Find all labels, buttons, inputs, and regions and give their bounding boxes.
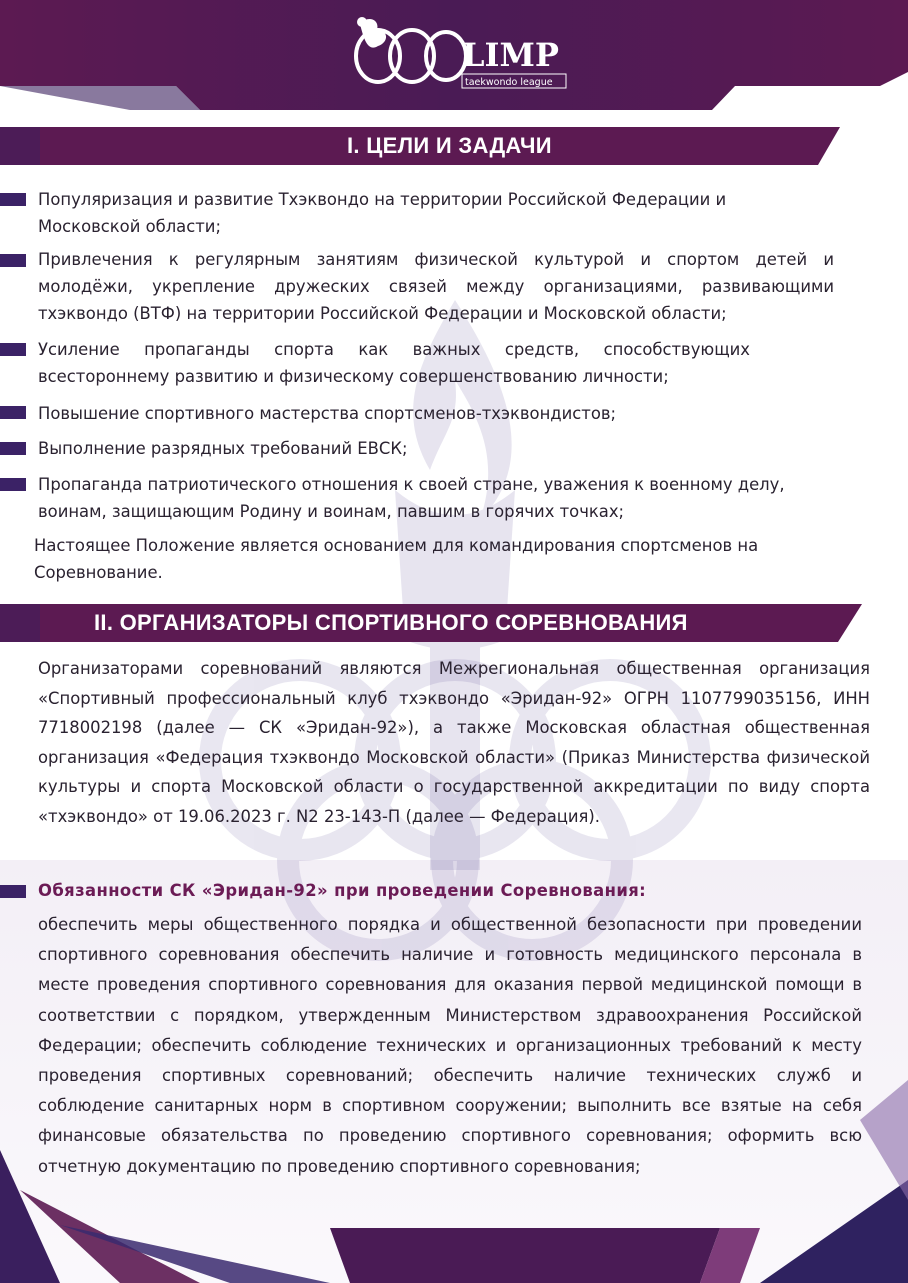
- goal-item: Выполнение разрядных требований ЕВСК;: [38, 439, 408, 458]
- olimp-logo: [338, 12, 578, 94]
- bullet-marker: [0, 406, 30, 419]
- section-2-title: II. ОРГАНИЗАТОРЫ СПОРТИВНОГО СОРЕВНОВАНИЯ: [94, 610, 688, 635]
- svg-text:LIMP: LIMP: [462, 36, 559, 74]
- duties-heading: Обязанности СК «Эридан-92» при проведении Соревнования:: [38, 881, 647, 900]
- goal-item: Привлечения к регулярным занятиям физической культурой и спортом детей и молодёжи, укрепление дружеских связей между организациями, развивающими тхэквондо (ВТФ) на территории Российской Федерации и Московской области;: [38, 250, 834, 323]
- duties-paragraph: обеспечить меры общественного порядка и общественной безопасности при проведении спортивного соревнования обеспечить наличие и готовность медицинского персонала в месте проведения спортивного соревнования для оказания первой медицинской помощи в соответствии с порядком, утвержденным Министерством здравоохранения Российской Федерации; обеспечить соблюдение технических и организационных требований к месту проведения спортивных соревнований; обеспечить наличие технических служб и соблюдение санитарных норм в спортивном сооружении; выполнить все взятые на себя финансовые обязательства по проведению спортивного соревнования; оформить всю отчетную документацию по проведению спортивного соревнования;: [38, 915, 862, 1176]
- section-1-note: Настоящее Положение является основанием для командирования спортсменов на Соревнование.: [34, 536, 759, 582]
- goal-item: Популяризация и развитие Тхэквондо на территории Российской Федерации и Московской области;: [38, 190, 727, 236]
- section-1-banner: [0, 127, 840, 165]
- bullet-marker: [0, 442, 30, 455]
- bullet-marker: [0, 193, 30, 206]
- section-2-banner: [0, 604, 862, 642]
- organizers-paragraph: Организаторами соревнований являются Межрегиональная общественная организация «Спортивный профессиональный клуб тхэквондо «Эридан-92» ОГРН 1107799035156, ИНН 7718002198 (далее — СК «Эридан-92»), а также Московская областная общественная организация «Федерация тхэквондо Московской области» (Приказ Министерства физической культуры и спорта Московской области о государственной аккредитации по виду спорта «тхэквондо» от 19.06.2023 г. N2 23-143-П (далее — Федерация).: [38, 659, 870, 826]
- goal-item: Пропаганда патриотического отношения к своей стране, уважения к военному делу, воинам, защищающим Родину и воинам, павшим в горячих точках;: [38, 475, 785, 521]
- bullet-marker: [0, 343, 30, 356]
- bullet-marker: [0, 254, 30, 267]
- svg-text:taekwondo league: taekwondo league: [465, 77, 553, 88]
- bullet-marker: [0, 478, 30, 491]
- bullet-marker: [0, 885, 30, 898]
- goal-item: Повышение спортивного мастерства спортсменов-тхэквондистов;: [38, 404, 617, 423]
- goal-item: Усиление пропаганды спорта как важных средств, способствующих всестороннему развитию и физическому совершенствованию личности;: [38, 340, 750, 386]
- section-1-title: I. ЦЕЛИ И ЗАДАЧИ: [347, 133, 552, 158]
